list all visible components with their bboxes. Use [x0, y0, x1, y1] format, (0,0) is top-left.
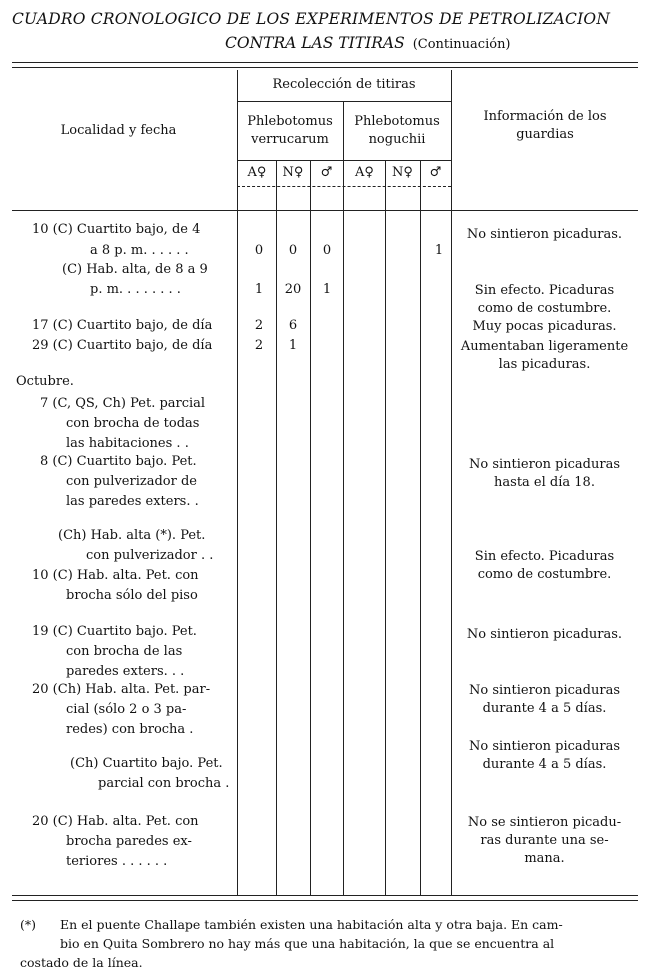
cell-value: 6: [288, 318, 298, 333]
row-locality-line: (Ch) Cuartito bajo. Pet.: [70, 756, 223, 771]
row-locality-line: brocha paredes ex-: [66, 834, 192, 849]
row-info-line: Aumentaban ligeramente: [460, 339, 629, 354]
col-divider-locality: [237, 70, 238, 895]
row-info-line: No sintieron picaduras: [469, 739, 620, 754]
row-locality: [32, 622, 197, 682]
header-rule-sexes: [237, 186, 451, 187]
cell-value: 1: [254, 282, 264, 297]
row-locality-line: 20 (Ch) Hab. alta. Pet. par-: [32, 682, 211, 697]
row-locality-line: (Ch) Hab. alta (*). Pet.: [58, 528, 206, 543]
row-info: [452, 548, 637, 584]
cell-value: 1: [322, 282, 332, 297]
subheader-a-female-2: A♀: [355, 165, 374, 180]
footnote-line: costado de la línea.: [20, 955, 143, 970]
cell-value: 2: [254, 338, 264, 353]
subheader-male-1: ♂: [320, 165, 333, 180]
header-bottom-rule: [12, 210, 638, 211]
row-info: [452, 456, 637, 492]
subcol-divider: [420, 160, 421, 895]
row-info-line: No sintieron picaduras: [469, 683, 620, 698]
table-title: CUADRO CRONOLOGICO DE LOS EXPERIMENTOS DE PETROLIZACION: [12, 10, 611, 28]
row-locality: 17 (C) Cuartito bajo, de día: [32, 318, 213, 333]
bottom-rule-2: [12, 900, 638, 901]
header-rule-collection: [237, 101, 451, 102]
row-info-line: las picaduras.: [498, 357, 591, 373]
header-guards-line2: guardias: [516, 126, 574, 142]
row-locality-line: 8 (C) Cuartito bajo. Pet.: [40, 454, 197, 469]
subcol-divider: [276, 160, 277, 895]
row-locality: [40, 452, 199, 512]
row-locality-line: con brocha de todas: [66, 416, 200, 431]
header-guards-line1: Información de los: [483, 109, 607, 124]
row-locality-line: redes) con brocha .: [66, 722, 194, 737]
cell-value: 0: [322, 243, 332, 258]
row-locality-line: 20 (C) Hab. alta. Pet. con: [32, 814, 199, 829]
row-info: [452, 738, 637, 774]
month-label: Octubre.: [16, 374, 74, 389]
row-locality-line: paredes exters. . .: [66, 664, 185, 679]
row-locality-line: 7 (C, QS, Ch) Pet. parcial: [40, 396, 206, 411]
row-info: [452, 338, 637, 374]
row-locality: [70, 754, 229, 794]
subheader-male-2: ♂: [429, 165, 442, 180]
row-locality-line: teriores . . . . . .: [66, 854, 168, 869]
subheader-a-female-1: A♀: [247, 165, 267, 180]
row-locality-line: parcial con brocha .: [98, 776, 230, 791]
row-locality-line: con brocha de las: [66, 644, 183, 659]
cell-value: 0: [254, 243, 264, 258]
species-genus: Phlebotomus: [247, 114, 333, 129]
row-locality-line: brocha sólo del piso: [66, 588, 198, 603]
row-info: [452, 282, 637, 318]
row-info-line: No sintieron picaduras: [469, 457, 620, 472]
row-locality: 29 (C) Cuartito bajo, de día: [32, 338, 213, 353]
row-info: No sintieron picaduras.: [466, 627, 623, 642]
row-info-line: ras durante una se-: [480, 833, 609, 849]
row-info-line: durante 4 a 5 días.: [482, 701, 607, 717]
cell-value: 20: [284, 282, 302, 297]
row-info: No sintieron picaduras.: [466, 227, 623, 242]
row-info: [452, 682, 637, 718]
row-info-line: como de costumbre.: [477, 301, 612, 317]
row-locality: 10 (C) Cuartito bajo, de 4: [32, 222, 201, 237]
row-locality-line: con pulverizador de: [66, 474, 197, 489]
row-info: Muy pocas picaduras.: [472, 319, 617, 334]
row-locality: [32, 812, 199, 872]
header-guards: [452, 108, 638, 143]
header-species-verrucarum: [237, 113, 343, 148]
row-locality-line: cial (sólo 2 o 3 pa-: [66, 702, 187, 717]
subcol-divider: [385, 160, 386, 895]
row-info-line: Sin efecto. Picaduras: [474, 549, 615, 564]
table-subtitle: [225, 34, 511, 52]
header-species-noguchii: [343, 113, 451, 148]
subheader-n-female-1: N♀: [282, 165, 304, 180]
subcol-divider: [310, 160, 311, 895]
row-info: [452, 814, 637, 869]
cell-value: 0: [288, 243, 298, 258]
row-locality-line: 19 (C) Cuartito bajo. Pet.: [32, 624, 197, 639]
row-locality-line: 10 (C) Hab. alta. Pet. con: [32, 568, 199, 583]
species-name: noguchii: [368, 131, 426, 147]
top-rule-1: [12, 62, 638, 63]
row-info-line: durante 4 a 5 días.: [482, 757, 607, 773]
row-locality: [40, 394, 205, 454]
bottom-rule-1: [12, 895, 638, 896]
header-locality: Localidad y fecha: [60, 123, 177, 138]
species-genus: Phlebotomus: [354, 114, 440, 129]
cell-value: 2: [254, 318, 264, 333]
row-locality-line: las paredes exters. .: [66, 494, 199, 509]
col-divider-species: [343, 102, 344, 895]
row-locality: a 8 p. m. . . . . .: [90, 243, 189, 258]
row-locality: [32, 566, 199, 606]
header-collection: Recolección de titiras: [272, 77, 416, 92]
cell-value: 1: [288, 338, 298, 353]
cell-value: 1: [434, 243, 444, 258]
row-locality: [32, 680, 210, 740]
subtitle-text: CONTRA LAS TITIRAS: [225, 34, 405, 52]
row-info-line: hasta el día 18.: [494, 475, 595, 491]
row-locality: (C) Hab. alta, de 8 a 9: [62, 262, 208, 277]
footnote-text: [60, 916, 640, 954]
footnote-line: En el puente Challape también existen una habitación alta y otra baja. En cam-: [60, 917, 563, 932]
top-rule-2: [12, 67, 638, 68]
row-locality: p. m. . . . . . . .: [90, 282, 181, 297]
subheader-n-female-2: N♀: [392, 165, 413, 180]
row-locality-line: con pulverizador . .: [86, 548, 214, 563]
row-info-line: como de costumbre.: [477, 567, 612, 583]
row-info-line: Sin efecto. Picaduras: [474, 283, 615, 298]
header-rule-subcols: [237, 160, 451, 161]
species-name: verrucarum: [251, 131, 329, 147]
row-locality: [58, 526, 213, 566]
footnote-mark: (*): [20, 917, 37, 932]
row-info-line: No se sintieron picadu-: [467, 815, 622, 830]
footnote-line: bio en Quita Sombrero no hay más que una habitación, la que se encuentra al: [60, 935, 555, 951]
row-info-line: mana.: [524, 851, 565, 867]
continuation-label: (Continuación): [412, 37, 511, 52]
row-locality-line: las habitaciones . .: [66, 436, 189, 451]
